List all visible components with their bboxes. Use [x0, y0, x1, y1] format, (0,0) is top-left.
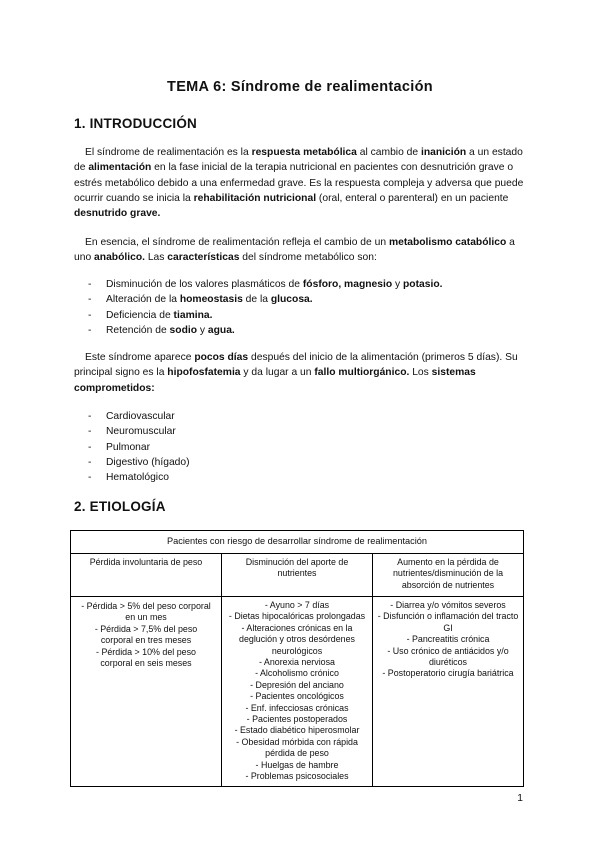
bold-term: alimentación: [88, 162, 152, 174]
bold-term: hipofosfatemia: [167, 367, 241, 379]
compromised-systems-list: [88, 409, 190, 485]
table-cell-line: - Pancreatitis crónica: [406, 634, 490, 645]
table-cell-line: - Depresión del anciano: [250, 679, 344, 690]
reduced-intake-criteria: [222, 597, 373, 787]
intro-paragraph-2: En esencia, el síndrome de realimentación refleja el cambio de un metabolismo catabólico a uno anabólico. Las características del síndrome metabólico son:: [74, 237, 515, 264]
table-caption: Pacientes con riesgo de desarrollar síndrome de realimentación: [71, 531, 524, 554]
bold-term: homeostasis: [179, 294, 243, 306]
list-item: - Retención de sodio y agua.: [88, 323, 442, 338]
table-cell-line: - Problemas psicosociales: [245, 771, 349, 782]
table-cell-line: - Diarrea y/o vómitos severos: [390, 600, 506, 610]
table-cell-line: - Alcoholismo crónico: [255, 668, 339, 679]
column-header-weight-loss: Pérdida involuntaria de peso: [71, 554, 222, 597]
bold-term: glucosa.: [270, 294, 313, 306]
table-cell-line: - Estado diabético hiperosmolar: [234, 725, 360, 736]
intro-paragraph-3: Este síndrome aparece pocos días después del inicio de la alimentación (primeros 5 días). Su principal signo es la hipofosfatemia y da lugar a un fallo multiorgánico. Los sistemas comprometidos:: [74, 352, 518, 394]
table-cell-line: - Huelgas de hambre: [255, 759, 339, 770]
bold-term: tiamina.: [173, 309, 213, 321]
bold-term: anabólico.: [94, 252, 145, 264]
bold-term: agua.: [207, 324, 235, 336]
list-item: - Cardiovascular: [88, 409, 190, 424]
increased-loss-criteria: [373, 597, 524, 787]
characteristics-list: [88, 277, 442, 338]
table-cell-line: - Pérdida > 5% del peso corporal en un mes: [81, 601, 211, 623]
section-heading-introduccion: 1. INTRODUCCIÓN: [74, 116, 198, 131]
bold-term: inanición: [420, 147, 467, 158]
bold-term: fósforo, magnesio: [302, 279, 393, 290]
table-cell-line: - Postoperatorio cirugía bariátrica: [382, 668, 514, 679]
list-item: - Pulmonar: [88, 440, 190, 455]
table-cell-line: - Pacientes postoperados: [246, 714, 348, 725]
table-cell-line: - Anorexia nerviosa: [259, 657, 335, 668]
document-title: TEMA 6: Síndrome de realimentación: [167, 79, 433, 95]
list-item: - Digestivo (hígado): [88, 455, 190, 470]
bold-term: potasio.: [403, 279, 443, 290]
table-cell-line: - Dietas hipocalóricas prolongadas: [228, 611, 366, 622]
list-item: - Disminución de los valores plasmáticos de fósforo, magnesio y potasio.: [88, 277, 442, 292]
weight-loss-criteria: [71, 597, 222, 787]
etiology-table: [70, 530, 524, 787]
bold-term: pocos días: [194, 352, 249, 363]
bold-term: sistemas comprometidos:: [74, 367, 476, 394]
table-cell-line: - Enf. infecciosas crónicas: [245, 702, 349, 713]
list-item: - Deficiencia de tiamina.: [88, 308, 442, 323]
table-cell-line: - Pérdida > 10% del peso corporal en seis meses: [96, 646, 196, 669]
table-cell-line: - Uso crónico de antiácidos y/o diuréticos: [387, 645, 509, 668]
bold-term: rehabilitación nutricional: [193, 192, 317, 204]
table-cell-line: - Pérdida > 7,5% del peso corporal en tres meses: [94, 623, 198, 646]
bold-term: metabolismo catabólico: [388, 237, 507, 248]
list-item: - Neuromuscular: [88, 424, 190, 439]
table-cell-line: - Pacientes oncológicos: [250, 691, 344, 702]
bold-term: sodio: [169, 324, 198, 336]
bold-term: características: [167, 252, 240, 264]
bold-term: desnutrido grave.: [74, 208, 161, 220]
section-heading-etiologia: 2. ETIOLOGÍA: [74, 499, 166, 514]
column-header-reduced-intake: Disminución del aporte de nutrientes: [222, 554, 373, 597]
list-item: - Hematológico: [88, 470, 190, 485]
page-number: 1: [517, 793, 523, 804]
column-header-increased-loss: Aumento en la pérdida de nutrientes/disminución de la absorción de nutrientes: [373, 554, 524, 597]
table-cell-line: - Disfunción o inflamación del tracto GI: [377, 611, 519, 633]
list-item: - Alteración de la homeostasis de la glucosa.: [88, 292, 442, 307]
bold-term: respuesta metabólica: [251, 147, 357, 158]
table-cell-line: - Ayuno > 7 días: [264, 600, 330, 610]
intro-paragraph-1: El síndrome de realimentación es la respuesta metabólica al cambio de inanición a un estado de alimentación en la fase inicial de la terapia nutricional en pacientes con desnutrición grave o estrés metabólico debido a una enfermedad grave. Es la respuesta compleja y adversa que puede ocurrir cuando se inicia la rehabilitación nutricional (oral, enteral o parenteral) en un paciente desnutrido grave.: [74, 147, 524, 220]
bold-term: fallo multiorgánico.: [314, 367, 410, 379]
table-cell-line: - Obesidad mórbida con rápida pérdida de peso: [236, 736, 358, 759]
table-cell-line: - Alteraciones crónicas en la deglución y otros desórdenes neurológicos: [239, 622, 355, 656]
